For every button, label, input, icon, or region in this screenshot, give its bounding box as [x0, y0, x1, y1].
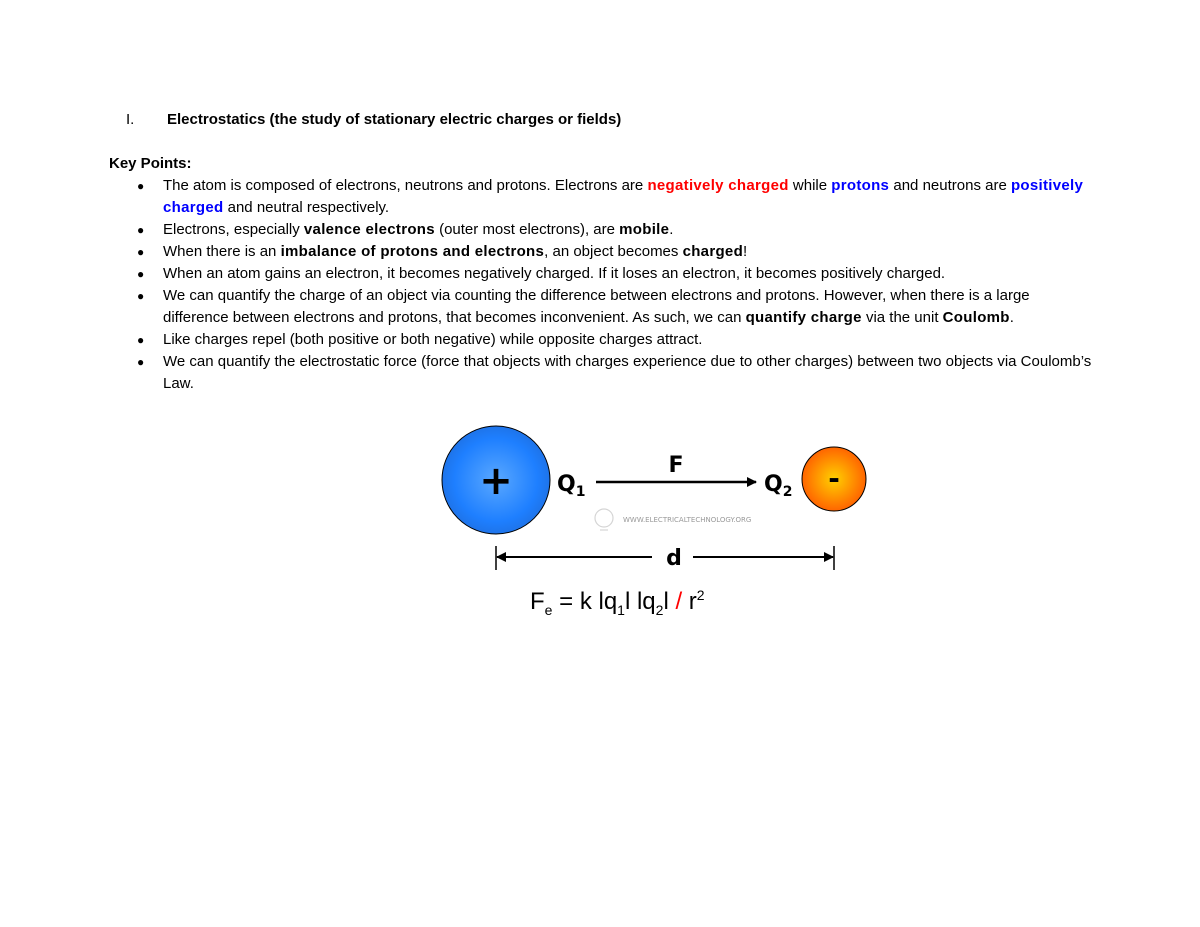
- list-item: [137, 329, 1098, 351]
- point-text: We can quantify the charge of an object via counting the difference between electrons and protons. However, when there is a large difference between electrons and protons, that becomes inconvenient. As such, we can: [163, 287, 1030, 326]
- force-label: F: [668, 453, 684, 478]
- point-text: The atom is composed of electrons, neutrons and protons. Electrons are: [163, 177, 648, 194]
- q2-label: $Q_2$: [764, 472, 793, 500]
- bullet-icon: ●: [137, 355, 145, 369]
- key-points-list: [137, 175, 1098, 395]
- list-item: [137, 219, 1098, 241]
- watermark-text: WWW.ELECTRICALTECHNOLOGY.ORG: [623, 516, 752, 524]
- negatively-charged-term: negatively charged: [647, 177, 789, 194]
- point-text: (outer most electrons), are: [434, 221, 620, 238]
- positively-charged-term: positively charged: [163, 177, 1084, 216]
- bullet-icon: ●: [137, 223, 145, 237]
- point-text: via the unit: [861, 309, 943, 326]
- bullet-icon: ●: [137, 333, 145, 347]
- point-text: When there is an: [163, 243, 281, 260]
- point-text: Like charges repel (both positive or both negative) while opposite charges attract.: [163, 331, 703, 348]
- point-text: while: [788, 177, 832, 194]
- quantify-charge-term: quantify charge: [745, 309, 862, 326]
- list-item: [137, 285, 1098, 329]
- point-text: We can quantify the electrostatic force (force that objects with charges experience due to other charges) between two objects via Coulomb’s Law.: [163, 353, 1092, 392]
- formula-part: = k lq: [552, 588, 618, 615]
- formula-slash: /: [675, 588, 683, 615]
- imbalance-term: imbalance of protons and electrons: [280, 243, 545, 260]
- point-text: and neutral respectively.: [223, 199, 390, 216]
- point-text: .: [1009, 309, 1014, 326]
- formula-part: l: [663, 588, 676, 615]
- point-text: and neutrons are: [889, 177, 1011, 194]
- formula-f: F: [530, 588, 545, 615]
- bullet-icon: ●: [137, 245, 145, 259]
- section-heading: [126, 110, 621, 130]
- formula-r: r: [682, 588, 697, 615]
- point-text: !: [743, 243, 748, 260]
- formula-f-subscript: e: [544, 601, 553, 618]
- point-text: .: [669, 221, 674, 238]
- point-text: Electrons, especially: [163, 221, 304, 238]
- section-title: Electrostatics (the study of stationary electric charges or fields): [167, 111, 622, 128]
- coulomb-formula: [530, 580, 705, 625]
- protons-term: protons: [831, 177, 890, 194]
- formula-q2-subscript: 2: [655, 601, 664, 618]
- q1-label: $Q_1$: [557, 472, 586, 500]
- formula-r-superscript: 2: [696, 587, 705, 603]
- formula-q1-subscript: 1: [617, 601, 625, 618]
- list-item: [137, 241, 1098, 263]
- mobile-term: mobile: [619, 221, 670, 238]
- plus-sign: +: [479, 458, 513, 504]
- bullet-icon: ●: [137, 289, 145, 303]
- point-text: , an object becomes: [544, 243, 683, 260]
- list-item: [137, 263, 1098, 285]
- section-number: I.: [126, 111, 135, 128]
- key-points-label: Key Points:: [109, 155, 192, 172]
- bullet-icon: ●: [137, 179, 145, 193]
- formula-part: l lq: [624, 588, 656, 615]
- list-item: [137, 351, 1098, 395]
- charged-term: charged: [682, 243, 744, 260]
- bullet-icon: ●: [137, 267, 145, 281]
- list-item: [137, 175, 1098, 219]
- point-text: When an atom gains an electron, it becomes negatively charged. If it loses an electron, it becomes positively charged.: [163, 265, 946, 282]
- coulomb-diagram: [430, 420, 880, 580]
- watermark-bulb-icon: [595, 509, 613, 530]
- coulomb-term: Coulomb: [942, 309, 1010, 326]
- minus-sign: -: [828, 462, 840, 495]
- valence-electrons-term: valence electrons: [303, 221, 435, 238]
- distance-label: d: [666, 546, 682, 571]
